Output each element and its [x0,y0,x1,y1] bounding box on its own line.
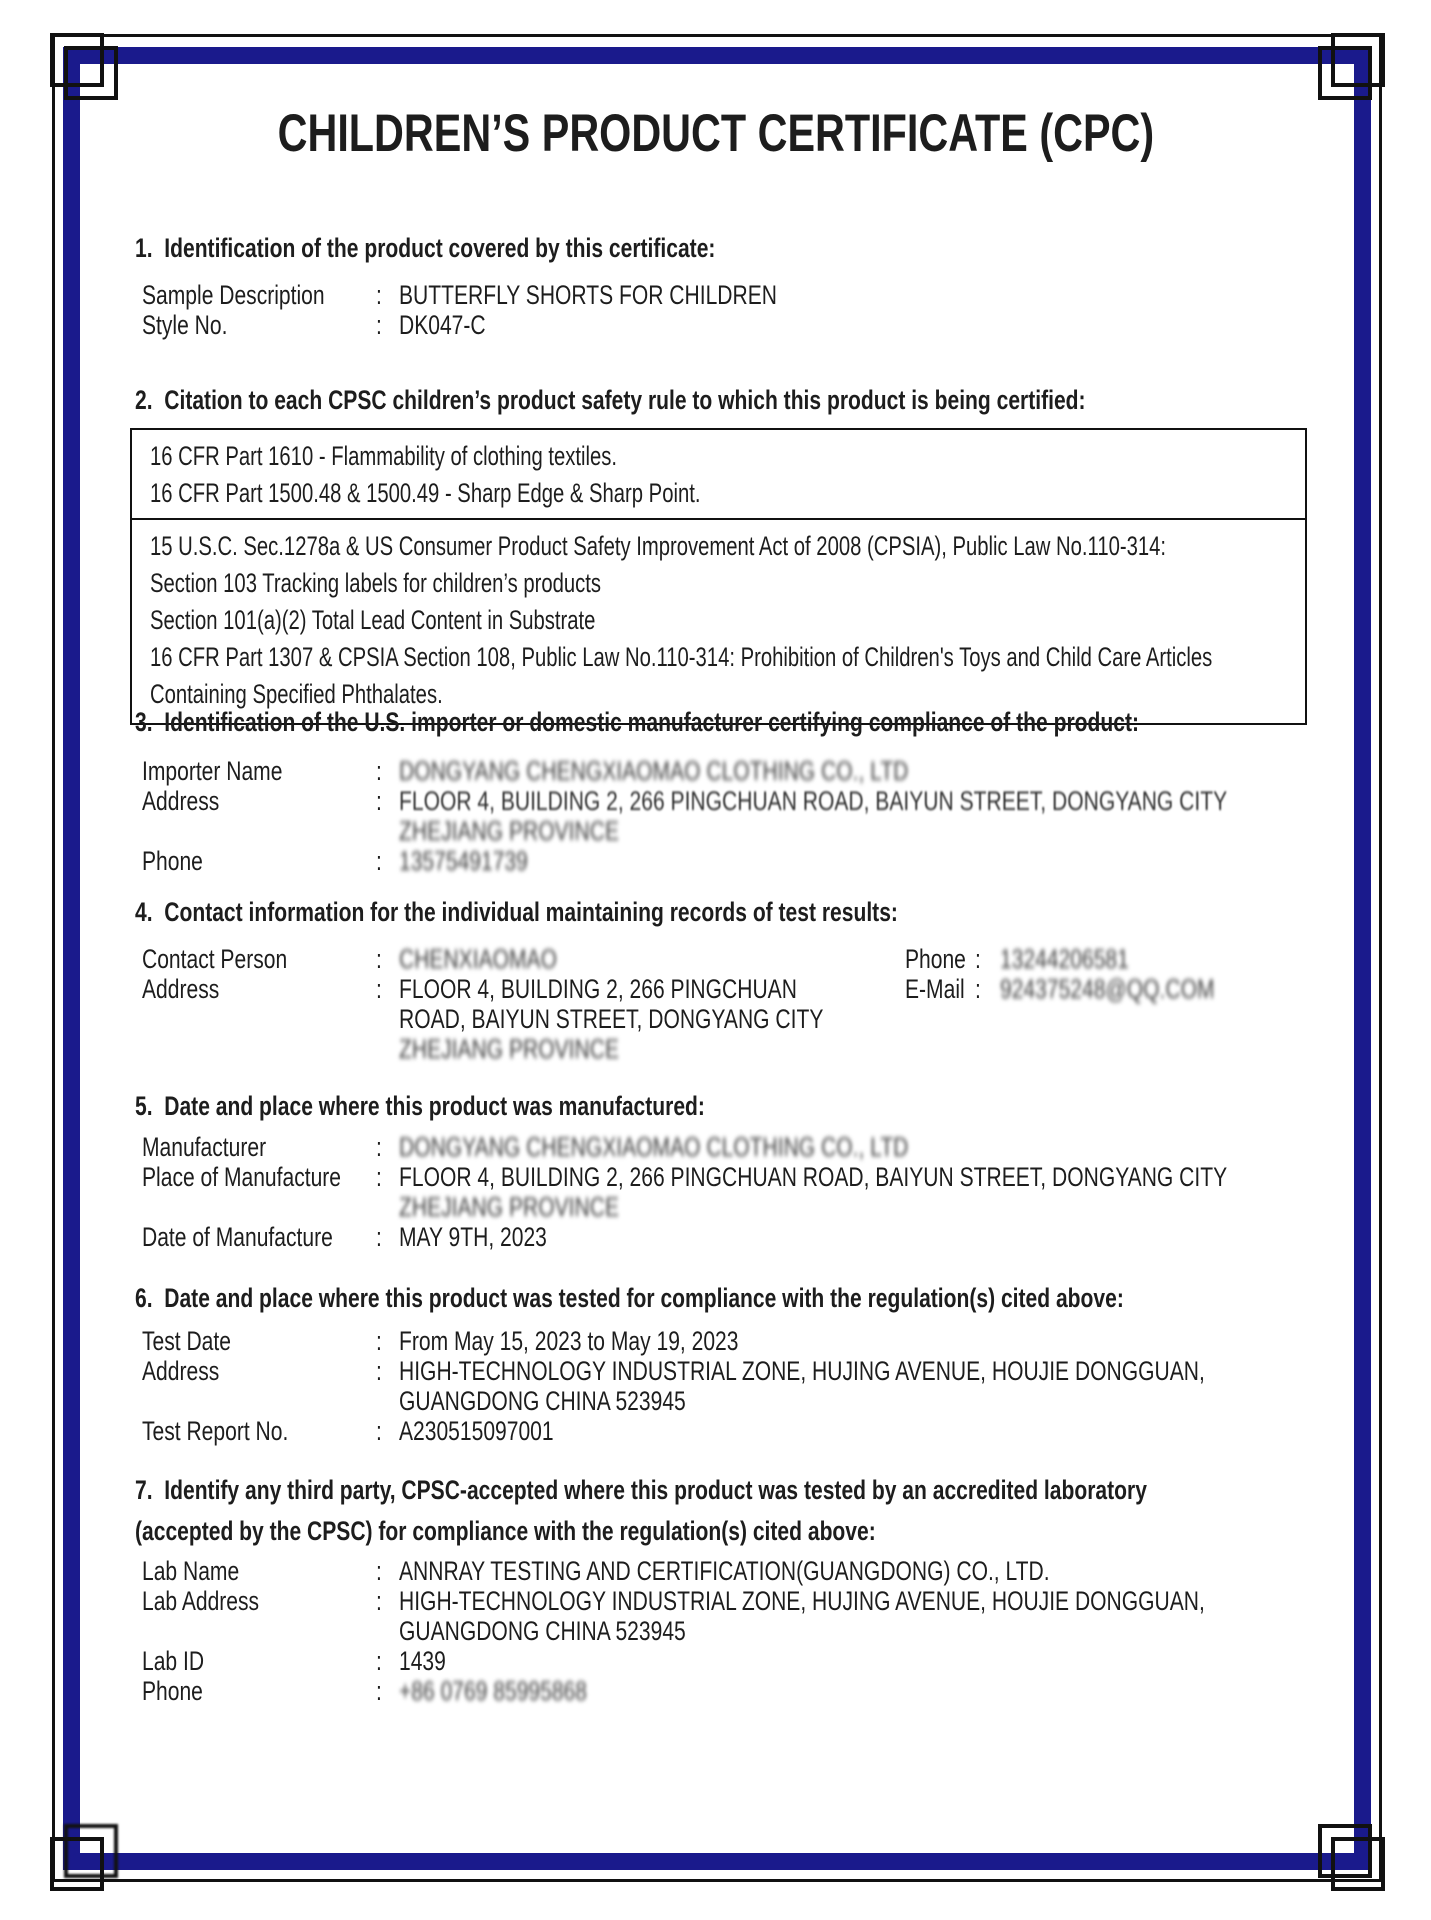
test-address-line2: GUANGDONG CHINA 523945 [399,1386,686,1416]
corner-square-top-left-inner [64,46,118,100]
contact-email-label: E-Mail [905,974,965,1004]
importer-name-value-redacted: DONGYANG CHENGXIAOMAO CLOTHING CO., LTD [399,756,909,786]
lab-phone-label: Phone [142,1676,203,1706]
section-7-heading-line1: 7. Identify any third party, CPSC-accepted where this product was tested by an accredited laboratory [135,1475,1147,1505]
colon-separator: : [376,310,382,340]
importer-address-line2-redacted: ZHEJIANG PROVINCE [399,816,619,846]
section-4-heading: 4. Contact information for the individual maintaining records of test results: [135,897,898,927]
colon-separator: : [376,1222,382,1252]
corner-square-bottom-right-inner [1318,1824,1372,1878]
lab-address-line1: HIGH-TECHNOLOGY INDUSTRIAL ZONE, HUJING AVENUE, HOUJIE DONGGUAN, [399,1586,1205,1616]
contact-address-label: Address [142,974,220,1004]
navy-band-border [63,47,1371,1870]
test-address-line1: HIGH-TECHNOLOGY INDUSTRIAL ZONE, HUJING AVENUE, HOUJIE DONGGUAN, [399,1356,1205,1386]
test-date-label: Test Date [142,1326,231,1356]
importer-address-line1: FLOOR 4, BUILDING 2, 266 PINGCHUAN ROAD, BAIYUN STREET, DONGYANG CITY [399,786,1228,816]
place-of-manufacture-line1: FLOOR 4, BUILDING 2, 266 PINGCHUAN ROAD, BAIYUN STREET, DONGYANG CITY [399,1162,1228,1192]
test-report-no-label: Test Report No. [142,1416,289,1446]
contact-phone-value-redacted: 13244206581 [1000,944,1129,974]
style-no-label: Style No. [142,310,228,340]
corner-square-top-right-inner [1318,46,1372,100]
section-3-heading: 3. Identification of the U.S. importer or domestic manufacturer certifying compliance of the product: [135,707,1139,737]
rule-text: Section 101(a)(2) Total Lead Content in Substrate [150,605,596,635]
lab-name-value: ANNRAY TESTING AND CERTIFICATION(GUANGDONG) CO., LTD. [399,1556,1050,1586]
corner-square-bottom-left-inner [64,1824,118,1878]
contact-address-line1: FLOOR 4, BUILDING 2, 266 PINGCHUAN [399,974,797,1004]
contact-address-line3-redacted: ZHEJIANG PROVINCE [399,1034,619,1064]
colon-separator: : [376,1356,382,1386]
colon-separator: : [376,974,382,1004]
rule-text: 16 CFR Part 1610 - Flammability of clothing textiles. [150,441,618,471]
lab-address-label: Lab Address [142,1586,260,1616]
section-1-heading: 1. Identification of the product covered by this certificate: [135,233,716,263]
contact-phone-label: Phone [905,944,966,974]
colon-separator: : [376,756,382,786]
colon-separator: : [975,944,981,974]
importer-phone-value-redacted: 13575491739 [399,846,528,876]
place-of-manufacture-label: Place of Manufacture [142,1162,342,1192]
section-6-heading: 6. Date and place where this product was tested for compliance with the regulation(s) cited above: [135,1283,1124,1313]
section-7-heading-line2: (accepted by the CPSC) for compliance with the regulation(s) cited above: [135,1516,876,1546]
colon-separator: : [376,1676,382,1706]
colon-separator: : [376,280,382,310]
rule-text: Containing Specified Phthalates. [150,679,443,709]
section-5-heading: 5. Date and place where this product was manufactured: [135,1091,705,1121]
document-title-text: CHILDREN’S PRODUCT CERTIFICATE (CPC) [277,104,1154,163]
colon-separator: : [376,1646,382,1676]
colon-separator: : [376,1556,382,1586]
contact-email-value-redacted: 924375248@QQ.COM [1000,974,1215,1004]
lab-id-label: Lab ID [142,1646,205,1676]
rule-text: Section 103 Tracking labels for children’s products [150,568,602,598]
rule-text: 15 U.S.C. Sec.1278a & US Consumer Product Safety Improvement Act of 2008 (CPSIA), Public Law No.110-314: [150,531,1167,561]
lab-phone-value-redacted: +86 0769 85995868 [399,1676,587,1706]
colon-separator: : [376,944,382,974]
lab-address-line2: GUANGDONG CHINA 523945 [399,1616,686,1646]
importer-name-label: Importer Name [142,756,283,786]
manufacturer-label: Manufacturer [142,1132,267,1162]
colon-separator: : [376,1326,382,1356]
manufacturer-value-redacted: DONGYANG CHENGXIAOMAO CLOTHING CO., LTD [399,1132,909,1162]
test-report-no-value: A230515097001 [399,1416,554,1446]
test-date-value: From May 15, 2023 to May 19, 2023 [399,1326,739,1356]
colon-separator: : [376,786,382,816]
contact-person-value-redacted: CHENXIAOMAO [399,944,557,974]
date-of-manufacture-value: MAY 9TH, 2023 [399,1222,547,1252]
colon-separator: : [376,846,382,876]
colon-separator: : [376,1132,382,1162]
sample-description-value: BUTTERFLY SHORTS FOR CHILDREN [399,280,777,310]
test-address-label: Address [142,1356,220,1386]
lab-name-label: Lab Name [142,1556,240,1586]
colon-separator: : [376,1586,382,1616]
importer-address-label: Address [142,786,220,816]
style-no-value: DK047-C [399,310,486,340]
colon-separator: : [975,974,981,1004]
contact-person-label: Contact Person [142,944,288,974]
place-of-manufacture-line2-redacted: ZHEJIANG PROVINCE [399,1192,619,1222]
rule-text: 16 CFR Part 1500.48 & 1500.49 - Sharp Edge & Sharp Point. [150,478,701,508]
date-of-manufacture-label: Date of Manufacture [142,1222,333,1252]
lab-id-value: 1439 [399,1646,446,1676]
contact-address-line2: ROAD, BAIYUN STREET, DONGYANG CITY [399,1004,824,1034]
colon-separator: : [376,1416,382,1446]
rule-text: 16 CFR Part 1307 & CPSIA Section 108, Public Law No.110-314: Prohibition of Children's Toys and Child Care Articles [150,642,1213,672]
importer-phone-label: Phone [142,846,203,876]
sample-description-label: Sample Description [142,280,325,310]
colon-separator: : [376,1162,382,1192]
section-2-heading: 2. Citation to each CPSC children’s product safety rule to which this product is being certified: [135,385,1086,415]
